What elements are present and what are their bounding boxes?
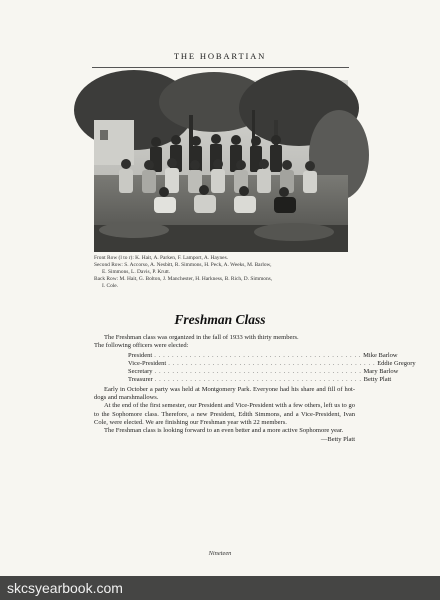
caption-front-row: Front Row (l to r): K. Hait, A. Parken, F. Lamport, A. Haynes.	[94, 255, 229, 261]
running-head: THE HOBARTIAN	[173, 51, 267, 61]
leader-dots: . . . . . . . . . . . . . . . . . . . . . . . . . . . . . . . . . . . . . . . . . . . . . . .	[154, 376, 362, 384]
photo-caption	[94, 255, 356, 290]
class-photo-illustration	[94, 80, 348, 252]
leader-dots: . . . . . . . . . . . . . . . . . . . . . . . . . . . . . . . . . . . . . . . . . . . . . . .	[154, 351, 362, 359]
officer-role: Secretary	[128, 368, 153, 376]
article-body	[94, 334, 416, 444]
header-rule	[92, 67, 349, 68]
intro-line-2: The following officers were elected:	[94, 342, 189, 350]
officer-role: Treasurer	[128, 376, 153, 384]
author-signature: —Betty Platt	[320, 435, 355, 443]
section-title: Freshman Class	[174, 312, 266, 327]
caption-second-row: Second Row: S. Accorso, A. Nesbitt, R. Simmons, H. Peck, A. Weeks, M. Barlow,	[94, 262, 272, 269]
caption-second-row-cont: E. Simmons, L. Davis, P. Krutt.	[102, 269, 171, 276]
caption-back-row: Back Row: M. Hait, G. Bolton, J. Manchester, H. Harkness, B. Rich, D. Simmons,	[94, 276, 273, 283]
officer-row	[128, 351, 398, 360]
officer-role: Vice-President	[128, 359, 167, 367]
officer-name: Mary Barlow	[363, 368, 399, 376]
paragraph-semester: At the end of the first semester, our President and Vice-President with a few others, left us to go to the Sophomore class. Therefore, a new President, Edith Simmons, and a Vice-President, Ivan Cole, were elected. We are finishing our Freshman year with 22 members.	[94, 402, 355, 426]
officer-row	[128, 368, 399, 376]
leader-dots: . . . . . . . . . . . . . . . . . . . . . . . . . . . . . . . . . . . . . . . . . . . . . . .	[154, 368, 362, 376]
page-number: Nineteen	[208, 550, 232, 557]
officer-name: Eddie Gregory	[377, 359, 416, 367]
officer-role: President	[128, 351, 153, 359]
officer-name: Betty Platt	[363, 376, 392, 384]
caption-back-row-cont: I. Cole.	[102, 283, 119, 290]
officer-name: Mike Barlow	[363, 351, 398, 359]
leader-dots: . . . . . . . . . . . . . . . . . . . . . . . . . . . . . . . . . . . . . . . . . . . . . . .	[168, 359, 376, 367]
site-watermark: skcsyearbook.com	[0, 576, 440, 600]
intro-line-1: The Freshman class was organized in the fall of 1933 with thirty members.	[104, 334, 299, 341]
officer-row	[128, 359, 416, 368]
officer-list	[128, 351, 416, 385]
paragraph-future: The Freshman class is looking forward to an even better and a more active Sophomore year.	[104, 427, 344, 435]
class-photo	[94, 80, 348, 252]
paragraph-party: Early in October a party was held at Montgomery Park. Everyone had his share and fill of hot-dogs and marshmallows.	[94, 385, 355, 402]
officer-row	[128, 376, 392, 384]
